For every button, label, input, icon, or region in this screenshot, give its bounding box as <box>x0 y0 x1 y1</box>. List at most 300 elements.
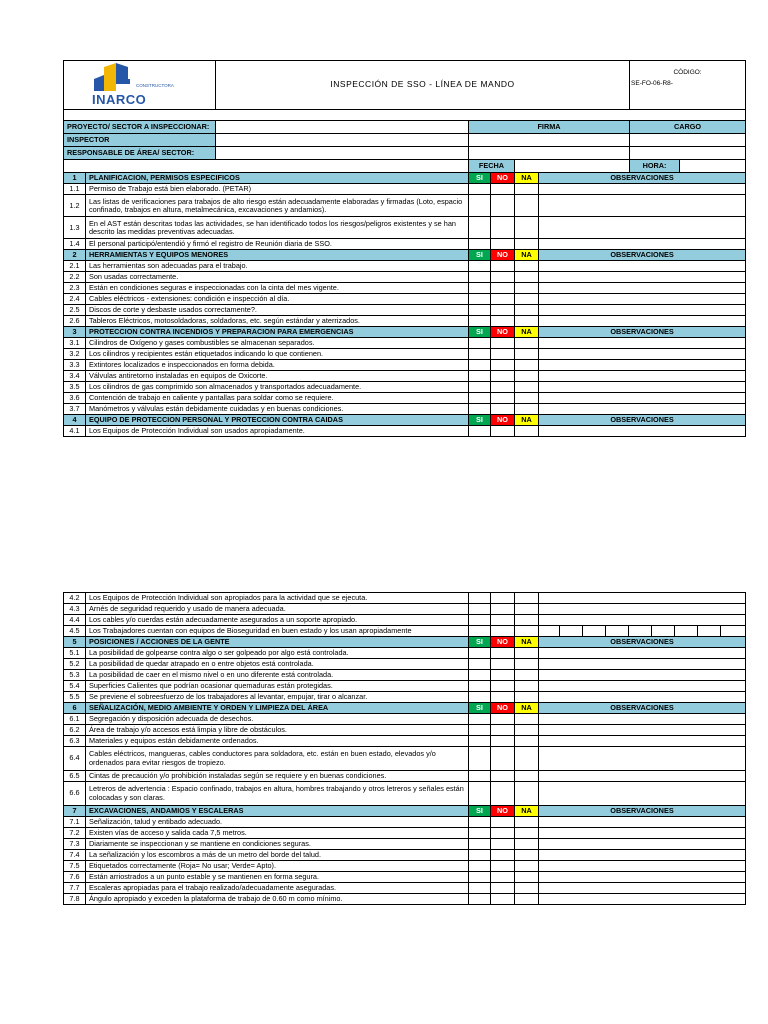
item-text: Válvulas antiretorno instaladas en equipos de Oxicorte. <box>86 371 469 382</box>
fecha-label: FECHA <box>469 160 515 173</box>
na-checkbox[interactable] <box>515 626 539 637</box>
observaciones-field[interactable] <box>539 338 746 349</box>
no-header: NO <box>491 806 515 817</box>
item-number: 7.2 <box>64 828 86 839</box>
item-number: 6.5 <box>64 771 86 782</box>
si-checkbox[interactable] <box>469 382 491 393</box>
na-checkbox[interactable] <box>515 283 539 294</box>
item-text: Las herramientas son adecuadas para el trabajo. <box>86 261 469 272</box>
observaciones-field[interactable] <box>539 294 746 305</box>
si-checkbox[interactable] <box>469 615 491 626</box>
item-number: 1.2 <box>64 195 86 217</box>
observaciones-field[interactable] <box>539 894 746 905</box>
no-checkbox[interactable] <box>491 261 515 272</box>
observaciones-field[interactable] <box>539 626 746 637</box>
no-header: NO <box>491 703 515 714</box>
no-checkbox[interactable] <box>491 894 515 905</box>
observaciones-field[interactable] <box>539 681 746 692</box>
no-checkbox[interactable] <box>491 393 515 404</box>
si-checkbox[interactable] <box>469 861 491 872</box>
observaciones-field[interactable] <box>539 261 746 272</box>
na-checkbox[interactable] <box>515 426 539 437</box>
checklist-row-2.5 <box>64 305 746 316</box>
item-number: 7.1 <box>64 817 86 828</box>
observaciones-field[interactable] <box>539 828 746 839</box>
si-header: SI <box>469 250 491 261</box>
spacer-row <box>64 110 746 121</box>
observaciones-field[interactable] <box>539 725 746 736</box>
inspector-firma-field[interactable] <box>469 134 630 147</box>
item-text: Cintas de precaución y/o prohibición instaladas según se requiere y en buenas condiciones. <box>86 771 469 782</box>
si-checkbox[interactable] <box>469 692 491 703</box>
na-checkbox[interactable] <box>515 850 539 861</box>
item-text: Superficies Calientes que podrían ocasionar quemaduras están protegidas. <box>86 681 469 692</box>
observaciones-field[interactable] <box>539 872 746 883</box>
na-checkbox[interactable] <box>515 894 539 905</box>
na-checkbox[interactable] <box>515 272 539 283</box>
na-checkbox[interactable] <box>515 872 539 883</box>
item-text: Son usadas correctamente. <box>86 272 469 283</box>
na-checkbox[interactable] <box>515 659 539 670</box>
checklist-row-5.4 <box>64 681 746 692</box>
section-title: EXCAVACIONES, ANDAMIOS Y ESCALERAS <box>86 806 469 817</box>
si-checkbox[interactable] <box>469 393 491 404</box>
no-checkbox[interactable] <box>491 349 515 360</box>
observaciones-field[interactable] <box>539 839 746 850</box>
section-header-1 <box>64 173 746 184</box>
proyecto-field[interactable] <box>216 121 469 134</box>
na-header: NA <box>515 327 539 338</box>
si-checkbox[interactable] <box>469 261 491 272</box>
na-checkbox[interactable] <box>515 670 539 681</box>
observaciones-field[interactable] <box>539 426 746 437</box>
observaciones-field[interactable] <box>539 371 746 382</box>
na-checkbox[interactable] <box>515 239 539 250</box>
fecha-field[interactable] <box>515 160 630 173</box>
no-checkbox[interactable] <box>491 861 515 872</box>
no-checkbox[interactable] <box>491 839 515 850</box>
item-number: 5.5 <box>64 692 86 703</box>
no-header: NO <box>491 415 515 426</box>
item-text: Están arriostrados a un punto estable y se mantienen en forma segura. <box>86 872 469 883</box>
na-checkbox[interactable] <box>515 604 539 615</box>
na-checkbox[interactable] <box>515 195 539 217</box>
si-checkbox[interactable] <box>469 195 491 217</box>
si-checkbox[interactable] <box>469 294 491 305</box>
item-text: Los cilindros y recipientes están etiquetados indicando lo que contienen. <box>86 349 469 360</box>
observaciones-field[interactable] <box>539 393 746 404</box>
observaciones-header: OBSERVACIONES <box>539 703 746 714</box>
item-text: Ángulo apropiado y exceden la plataforma de trabajo de 0.60 m como mínimo. <box>86 894 469 905</box>
si-checkbox[interactable] <box>469 725 491 736</box>
observaciones-field[interactable] <box>539 217 746 239</box>
si-checkbox[interactable] <box>469 747 491 771</box>
no-checkbox[interactable] <box>491 283 515 294</box>
na-checkbox[interactable] <box>515 782 539 806</box>
observaciones-field[interactable] <box>539 648 746 659</box>
code-label: CÓDIGO: <box>673 69 702 76</box>
item-number: 2.2 <box>64 272 86 283</box>
si-checkbox[interactable] <box>469 371 491 382</box>
na-checkbox[interactable] <box>515 404 539 415</box>
si-checkbox[interactable] <box>469 316 491 327</box>
si-checkbox[interactable] <box>469 426 491 437</box>
observaciones-field[interactable] <box>539 404 746 415</box>
checklist-row-7.6 <box>64 872 746 883</box>
no-checkbox[interactable] <box>491 817 515 828</box>
observaciones-field[interactable] <box>539 615 746 626</box>
item-number: 3.2 <box>64 349 86 360</box>
no-checkbox[interactable] <box>491 184 515 195</box>
obs-grid-cell[interactable] <box>697 626 720 636</box>
observaciones-field[interactable] <box>539 850 746 861</box>
item-number: 4.2 <box>64 593 86 604</box>
si-checkbox[interactable] <box>469 604 491 615</box>
observaciones-field[interactable] <box>539 747 746 771</box>
observaciones-field[interactable] <box>539 736 746 747</box>
no-checkbox[interactable] <box>491 782 515 806</box>
si-checkbox[interactable] <box>469 714 491 725</box>
si-checkbox[interactable] <box>469 349 491 360</box>
observaciones-field[interactable] <box>539 239 746 250</box>
observaciones-field[interactable] <box>539 184 746 195</box>
observaciones-field[interactable] <box>539 272 746 283</box>
no-checkbox[interactable] <box>491 747 515 771</box>
checklist-row-7.2 <box>64 828 746 839</box>
no-checkbox[interactable] <box>491 294 515 305</box>
observaciones-field[interactable] <box>539 360 746 371</box>
na-checkbox[interactable] <box>515 338 539 349</box>
item-text: Los Equipos de Protección Individual son usados apropiadamente. <box>86 426 469 437</box>
checklist-row-6.1 <box>64 714 746 725</box>
si-checkbox[interactable] <box>469 817 491 828</box>
na-checkbox[interactable] <box>515 736 539 747</box>
no-checkbox[interactable] <box>491 670 515 681</box>
na-checkbox[interactable] <box>515 615 539 626</box>
section-number: 1 <box>64 173 86 184</box>
observaciones-header: OBSERVACIONES <box>539 173 746 184</box>
na-checkbox[interactable] <box>515 817 539 828</box>
na-checkbox[interactable] <box>515 681 539 692</box>
item-number: 5.1 <box>64 648 86 659</box>
na-checkbox[interactable] <box>515 648 539 659</box>
item-text: Tableros Eléctricos, motosoldadoras, soldadoras, etc. según estándar y aterrizados. <box>86 316 469 327</box>
no-checkbox[interactable] <box>491 883 515 894</box>
item-text: La posibilidad de golpearse contra algo o ser golpeado por algo está controlada. <box>86 648 469 659</box>
si-header: SI <box>469 327 491 338</box>
item-number: 6.4 <box>64 747 86 771</box>
checklist-row-1.3 <box>64 217 746 239</box>
hora-field[interactable] <box>680 160 745 172</box>
na-checkbox[interactable] <box>515 747 539 771</box>
observaciones-field[interactable] <box>539 861 746 872</box>
si-checkbox[interactable] <box>469 850 491 861</box>
no-checkbox[interactable] <box>491 659 515 670</box>
si-header: SI <box>469 637 491 648</box>
observaciones-field[interactable] <box>539 692 746 703</box>
item-text: Se previene el sobreesfuerzo de los trabajadores al levantar, empujar, tirar o alcanzar. <box>86 692 469 703</box>
section-number: 5 <box>64 637 86 648</box>
item-number: 7.4 <box>64 850 86 861</box>
responsable-firma-field[interactable] <box>469 147 630 160</box>
observaciones-field[interactable] <box>539 305 746 316</box>
observaciones-field[interactable] <box>539 714 746 725</box>
section-number: 3 <box>64 327 86 338</box>
si-checkbox[interactable] <box>469 648 491 659</box>
si-checkbox[interactable] <box>469 626 491 637</box>
na-checkbox[interactable] <box>515 828 539 839</box>
si-checkbox[interactable] <box>469 338 491 349</box>
item-number: 3.7 <box>64 404 86 415</box>
item-number: 2.1 <box>64 261 86 272</box>
no-checkbox[interactable] <box>491 692 515 703</box>
si-checkbox[interactable] <box>469 305 491 316</box>
observaciones-field[interactable] <box>539 316 746 327</box>
checklist-row-6.4 <box>64 747 746 771</box>
no-checkbox[interactable] <box>491 426 515 437</box>
item-text: Cables eléctricos, mangueras, cables conductores para soldadora, etc. están en buen estado, elevados y/o ordenados para evitar riesgos de tropiezo. <box>86 747 469 771</box>
na-checkbox[interactable] <box>515 393 539 404</box>
code-cell <box>630 61 746 110</box>
no-checkbox[interactable] <box>491 272 515 283</box>
no-checkbox[interactable] <box>491 338 515 349</box>
checklist-row-5.3 <box>64 670 746 681</box>
item-text: Discos de corte y desbaste usados correctamente?. <box>86 305 469 316</box>
no-checkbox[interactable] <box>491 217 515 239</box>
na-checkbox[interactable] <box>515 382 539 393</box>
si-checkbox[interactable] <box>469 217 491 239</box>
si-checkbox[interactable] <box>469 894 491 905</box>
obs-grid-cell[interactable] <box>651 626 674 636</box>
item-text: Cables eléctricos - extensiones: condición e inspección al día. <box>86 294 469 305</box>
no-checkbox[interactable] <box>491 604 515 615</box>
si-checkbox[interactable] <box>469 659 491 670</box>
obs-grid-cell[interactable] <box>559 626 582 636</box>
no-checkbox[interactable] <box>491 382 515 393</box>
item-text: Segregación y disposición adecuada de desechos. <box>86 714 469 725</box>
section-header-2 <box>64 250 746 261</box>
inspector-cargo-field[interactable] <box>630 134 746 147</box>
no-checkbox[interactable] <box>491 714 515 725</box>
observaciones-field[interactable] <box>539 382 746 393</box>
no-checkbox[interactable] <box>491 593 515 604</box>
na-checkbox[interactable] <box>515 261 539 272</box>
item-text: Materiales y equipos están debidamente ordenados. <box>86 736 469 747</box>
item-text: Extintores localizados e inspeccionados en forma debida. <box>86 360 469 371</box>
section-header-4 <box>64 415 746 426</box>
section-title: HERRAMIENTAS Y EQUIPOS MENORES <box>86 250 469 261</box>
checklist-row-3.3 <box>64 360 746 371</box>
item-number: 7.8 <box>64 894 86 905</box>
si-checkbox[interactable] <box>469 272 491 283</box>
na-checkbox[interactable] <box>515 349 539 360</box>
item-text: Existen vías de acceso y salida cada 7,5 metros. <box>86 828 469 839</box>
checklist-row-2.4 <box>64 294 746 305</box>
observaciones-field[interactable] <box>539 283 746 294</box>
na-checkbox[interactable] <box>515 316 539 327</box>
inspection-form-page-2 <box>63 592 746 905</box>
na-header: NA <box>515 173 539 184</box>
obs-grid-cell[interactable] <box>605 626 628 636</box>
no-checkbox[interactable] <box>491 872 515 883</box>
no-checkbox[interactable] <box>491 648 515 659</box>
na-checkbox[interactable] <box>515 771 539 782</box>
si-checkbox[interactable] <box>469 184 491 195</box>
observaciones-field[interactable] <box>539 782 746 806</box>
observaciones-field[interactable] <box>539 817 746 828</box>
item-number: 4.5 <box>64 626 86 637</box>
na-checkbox[interactable] <box>515 725 539 736</box>
responsable-label: RESPONSABLE DE ÁREA/ SECTOR: <box>64 147 216 160</box>
obs-grid-cell[interactable] <box>628 626 651 636</box>
checklist-row-6.3 <box>64 736 746 747</box>
checklist-row-2.2 <box>64 272 746 283</box>
na-checkbox[interactable] <box>515 861 539 872</box>
na-checkbox[interactable] <box>515 714 539 725</box>
na-header: NA <box>515 250 539 261</box>
item-number: 6.1 <box>64 714 86 725</box>
na-checkbox[interactable] <box>515 883 539 894</box>
no-checkbox[interactable] <box>491 626 515 637</box>
checklist-row-5.5 <box>64 692 746 703</box>
no-checkbox[interactable] <box>491 404 515 415</box>
item-number: 3.1 <box>64 338 86 349</box>
observaciones-field[interactable] <box>539 349 746 360</box>
na-checkbox[interactable] <box>515 839 539 850</box>
na-checkbox[interactable] <box>515 692 539 703</box>
checklist-row-1.1 <box>64 184 746 195</box>
na-checkbox[interactable] <box>515 360 539 371</box>
item-text: Área de trabajo y/o accesos está limpia y libre de obstáculos. <box>86 725 469 736</box>
no-checkbox[interactable] <box>491 305 515 316</box>
no-checkbox[interactable] <box>491 681 515 692</box>
na-checkbox[interactable] <box>515 371 539 382</box>
responsable-field[interactable] <box>216 147 469 160</box>
checklist-row-7.5 <box>64 861 746 872</box>
no-checkbox[interactable] <box>491 736 515 747</box>
no-checkbox[interactable] <box>491 195 515 217</box>
si-checkbox[interactable] <box>469 593 491 604</box>
observaciones-field[interactable] <box>539 195 746 217</box>
observaciones-field[interactable] <box>539 771 746 782</box>
no-checkbox[interactable] <box>491 239 515 250</box>
inspection-form-page-1 <box>63 60 746 437</box>
item-number: 3.4 <box>64 371 86 382</box>
obs-grid-cell[interactable] <box>674 626 697 636</box>
item-number: 1.4 <box>64 239 86 250</box>
observaciones-header: OBSERVACIONES <box>539 327 746 338</box>
observaciones-field[interactable] <box>539 670 746 681</box>
si-checkbox[interactable] <box>469 828 491 839</box>
observaciones-header: OBSERVACIONES <box>539 415 746 426</box>
checklist-row-2.3 <box>64 283 746 294</box>
section-header-7 <box>64 806 746 817</box>
hora-label: HORA: <box>630 160 680 172</box>
item-text: Etiquetados correctamente (Roja= No usar; Verde= Apto). <box>86 861 469 872</box>
no-checkbox[interactable] <box>491 828 515 839</box>
observaciones-field[interactable] <box>539 604 746 615</box>
cargo-label: CARGO <box>630 121 746 134</box>
si-checkbox[interactable] <box>469 771 491 782</box>
checklist-row-3.6 <box>64 393 746 404</box>
si-checkbox[interactable] <box>469 782 491 806</box>
no-checkbox[interactable] <box>491 725 515 736</box>
observaciones-field[interactable] <box>539 659 746 670</box>
no-checkbox[interactable] <box>491 360 515 371</box>
si-checkbox[interactable] <box>469 736 491 747</box>
no-header: NO <box>491 327 515 338</box>
na-checkbox[interactable] <box>515 217 539 239</box>
checklist-row-7.1 <box>64 817 746 828</box>
item-number: 5.3 <box>64 670 86 681</box>
si-checkbox[interactable] <box>469 872 491 883</box>
item-number: 3.3 <box>64 360 86 371</box>
item-text: Las listas de verificaciones para trabajos de alto riesgo están adecuadamente elaboradas y firmadas (Loto, espacio confinado, trabajos en altura, metalmecánica, excavaciones y andamios). <box>86 195 469 217</box>
section-title: EQUIPO DE PROTECCION PERSONAL Y PROTECCION CONTRA CAIDAS <box>86 415 469 426</box>
firma-label: FIRMA <box>469 121 630 134</box>
no-checkbox[interactable] <box>491 316 515 327</box>
item-text: Los Trabajadores cuentan con equipos de Bioseguridad en buen estado y los usan apropiadamente <box>86 626 469 637</box>
no-checkbox[interactable] <box>491 615 515 626</box>
observaciones-field[interactable] <box>539 593 746 604</box>
responsable-cargo-field[interactable] <box>630 147 746 160</box>
item-number: 3.6 <box>64 393 86 404</box>
section-number: 6 <box>64 703 86 714</box>
na-checkbox[interactable] <box>515 305 539 316</box>
si-header: SI <box>469 173 491 184</box>
checklist-row-7.8 <box>64 894 746 905</box>
na-checkbox[interactable] <box>515 184 539 195</box>
checklist-row-4.3 <box>64 604 746 615</box>
obs-grid-cell[interactable] <box>720 626 743 636</box>
no-checkbox[interactable] <box>491 850 515 861</box>
si-checkbox[interactable] <box>469 839 491 850</box>
item-number: 4.3 <box>64 604 86 615</box>
inspector-field[interactable] <box>216 134 469 147</box>
item-number: 1.3 <box>64 217 86 239</box>
item-number: 3.5 <box>64 382 86 393</box>
si-checkbox[interactable] <box>469 239 491 250</box>
item-number: 7.3 <box>64 839 86 850</box>
checklist-row-5.1 <box>64 648 746 659</box>
obs-grid-cell[interactable] <box>582 626 605 636</box>
si-checkbox[interactable] <box>469 670 491 681</box>
observaciones-field[interactable] <box>539 883 746 894</box>
item-text: En el AST están descritas todas las actividades, se han identificado todos los riesgos/peligros existentes y se han descrito las medidas preventivas adecuadas. <box>86 217 469 239</box>
na-checkbox[interactable] <box>515 593 539 604</box>
no-checkbox[interactable] <box>491 771 515 782</box>
si-checkbox[interactable] <box>469 883 491 894</box>
section-header-3 <box>64 327 746 338</box>
form-title: INSPECCIÓN DE SSO - LÍNEA DE MANDO <box>216 61 630 110</box>
si-checkbox[interactable] <box>469 283 491 294</box>
si-checkbox[interactable] <box>469 360 491 371</box>
item-text: Señalización, talud y entibado adecuado. <box>86 817 469 828</box>
item-text: Escaleras apropiadas para el trabajo realizado/adecuadamente aseguradas. <box>86 883 469 894</box>
item-text: Cilindros de Oxígeno y gases combustibles se almacenan separados. <box>86 338 469 349</box>
hora-cell <box>630 160 746 173</box>
si-checkbox[interactable] <box>469 404 491 415</box>
logo-top-text: CONSTRUCTORA <box>136 83 174 88</box>
si-checkbox[interactable] <box>469 681 491 692</box>
no-checkbox[interactable] <box>491 371 515 382</box>
checklist-row-6.6 <box>64 782 746 806</box>
section-title: SEÑALIZACIÓN, MEDIO AMBIENTE Y ORDEN Y LIMPIEZA DEL ÁREA <box>86 703 469 714</box>
na-checkbox[interactable] <box>515 294 539 305</box>
item-number: 5.4 <box>64 681 86 692</box>
checklist-row-3.5 <box>64 382 746 393</box>
fecha-spacer <box>64 160 469 173</box>
